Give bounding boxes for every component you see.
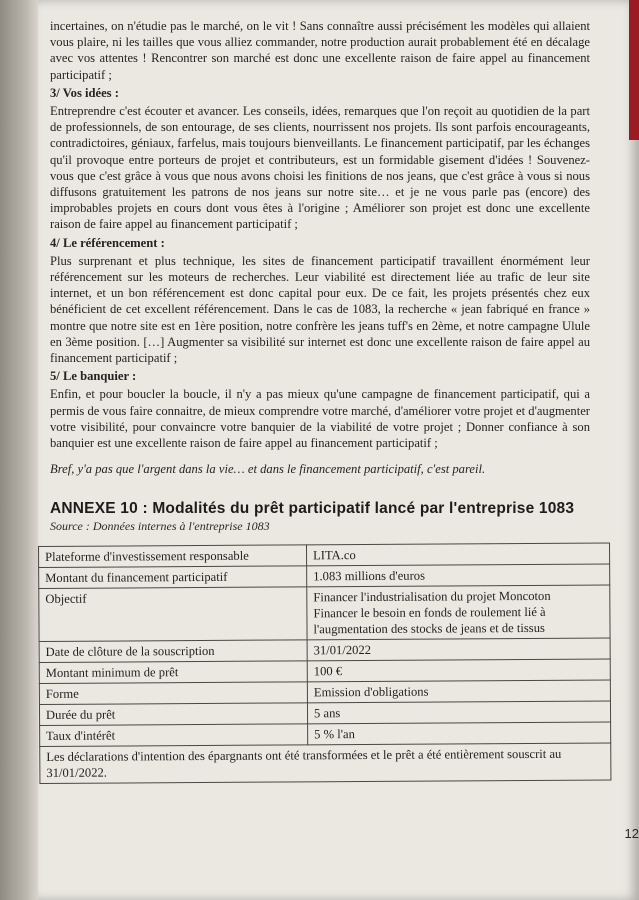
row-value: Emission d'obligations <box>307 680 610 703</box>
row-value: 100 € <box>307 659 610 682</box>
book-binding-shadow <box>0 0 38 900</box>
section-3-title: 3/ Vos idées : <box>50 85 119 100</box>
section-4-text: Plus surprenant et plus technique, les sites de financement participatif travaillent énormément leur référencement sur les moteurs de recherches. Leur viabilité est directement liée au trafic de leur site internet, et un bon référencement est donc capital pour eux. De ce fait, les projets présentés chez eux bénéficient de cet excellent référencement. Dans le cas de 1083, la recherche « jean fabriqué en france » montre que notre site est en 1ère position, notre confrère les jeans tuff's en 2ème, et notre campagne Ulule en 3ème position. […] Augmenter sa visibilité sur internet est donc une excellente raison de faire appel au financement participatif ; <box>50 253 590 366</box>
row-value: LITA.co <box>306 543 609 566</box>
table-row <box>39 585 610 641</box>
row-label: Forme <box>39 682 307 705</box>
row-value: 5 % l'an <box>308 722 611 745</box>
row-value: 31/01/2022 <box>307 638 610 661</box>
objective-line-1: Financer l'industrialisation du projet Moncoton <box>313 588 551 605</box>
table-footer-row <box>40 743 611 783</box>
intro-paragraph: incertaines, on n'étudie pas le marché, on le vit ! Sans connaître aussi précisément les modèles qui allaient vous plaire, ni les tailles que vous alliez commander, notre production aurait probablement été en décalage avec vos attentes ! Rencontrer son marché est donc une excellente raison de faire appel au financement participatif ; <box>50 19 590 82</box>
page-number: 12 <box>624 826 639 841</box>
loan-terms-table <box>38 543 611 784</box>
table-footer-note: Les déclarations d'intention des épargnants ont été transformées et le prêt a été entièrement souscrit au 31/01/2022. <box>40 743 611 783</box>
objective-line-2: Financer le besoin en fonds de roulement lié à l'augmentation des stocks de jeans et de tissus <box>313 604 546 637</box>
row-label: Montant minimum de prêt <box>39 661 307 684</box>
section-3-text: Entreprendre c'est écouter et avancer. Les conseils, idées, remarques que l'on reçoit au quotidien de la part de professionnels, de son entourage, de ses clients, nourrissent nos projets. Ils sont parfois encourageants, contradictoires, géniaux, farfelus, mais toujours bienveillants. Le financement participatif, par les échanges qu'il provoque entre porteurs de projet et contributeurs, est un formidable gisement d'idées ! Souvenez-vous que c'est grâce à vous que nous avons choisi les finitions de nos jeans, que c'est grâce à vous si nous diffusons gratuitement les patrons de nos jeans sur notre site… et je ne vous parle pas (encore) des improbables projets en cours dont vous êtes à l'origine ; Améliorer son projet est donc une excellente raison de faire appel au financement participatif ; <box>50 104 590 232</box>
annex-source: Source : Données internes à l'entreprise 1083 <box>50 519 270 533</box>
row-label: Plateforme d'investissement responsable <box>39 545 307 568</box>
article-body <box>50 18 590 479</box>
row-label: Taux d'intérêt <box>40 724 308 747</box>
row-label: Date de clôture de la souscription <box>39 640 307 663</box>
section-5-text: Enfin, et pour boucler la boucle, il n'y a pas mieux qu'une campagne de financement participatif, qui a permis de vous faire connaitre, de mieux comprendre votre marché, d'améliorer votre projet et d'augmenter votre visibilité, pour convaincre votre banquier de la viabilité de votre projet ; Donner confiance à son banquier est une excellente raison de faire appel au financement participatif ; <box>50 387 590 451</box>
closing-sentence: Bref, y'a pas que l'argent dans la vie… et dans le financement participatif, c'est pareil. <box>50 462 486 477</box>
annex-title: ANNEXE 10 : Modalités du prêt participatif lancé par l'entreprise 1083 <box>50 500 575 517</box>
row-label: Durée du prêt <box>39 703 307 726</box>
row-value: 5 ans <box>307 701 610 724</box>
row-value: 1.083 millions d'euros <box>307 564 610 587</box>
section-4-title: 4/ Le référencement : <box>50 235 165 250</box>
row-label: Objectif <box>39 587 307 642</box>
section-5-title: 5/ Le banquier : <box>50 369 137 384</box>
row-value <box>307 585 610 640</box>
bookmark-ribbon <box>629 0 639 140</box>
row-label: Montant du financement participatif <box>39 566 307 589</box>
